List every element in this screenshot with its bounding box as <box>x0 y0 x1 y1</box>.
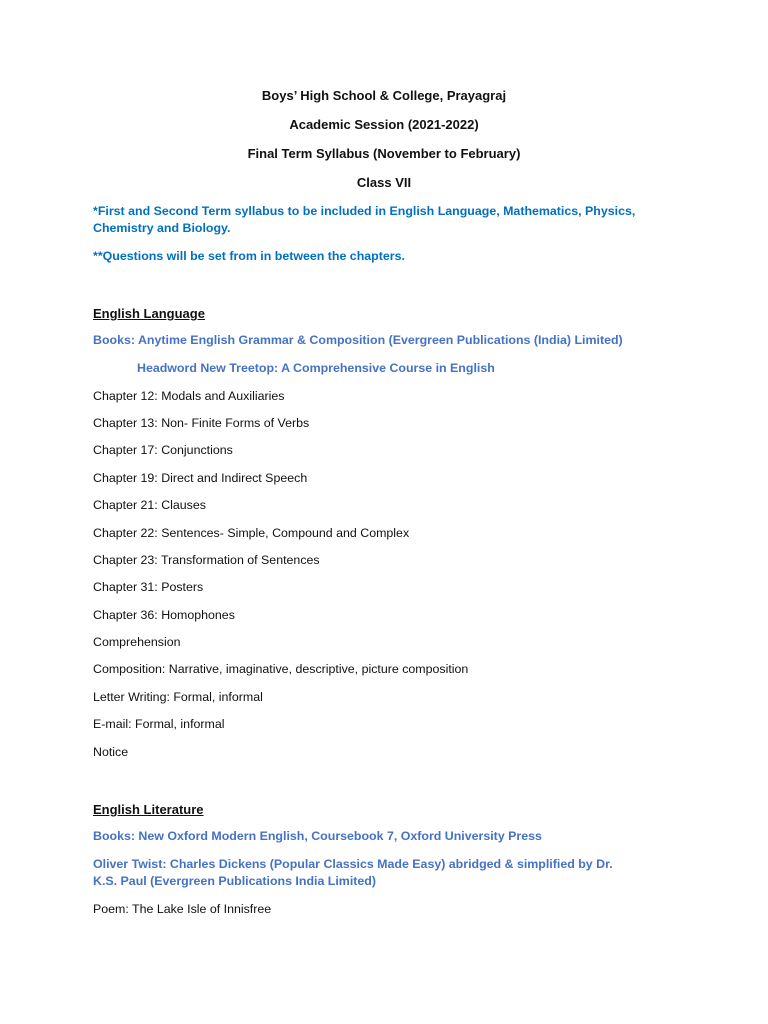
chapter-item: Chapter 36: Homophones <box>93 608 235 622</box>
english-language-heading: English Language <box>93 306 205 321</box>
syllabus-title: Final Term Syllabus (November to February) <box>247 146 521 161</box>
syllabus-item: Notice <box>93 745 129 759</box>
chapter-item: Chapter 31: Posters <box>93 580 204 594</box>
english-language-book-2: Headword New Treetop: A Comprehensive Course in English <box>137 361 495 375</box>
syllabus-note-2: **Questions will be set from in between the chapters. <box>93 249 405 263</box>
syllabus-item: Comprehension <box>93 635 181 649</box>
english-literature-book-1: Books: New Oxford Modern English, Coursebook 7, Oxford University Press <box>93 829 542 843</box>
chapter-item: Chapter 21: Clauses <box>93 498 206 512</box>
english-literature-book-2: Oliver Twist: Charles Dickens (Popular Classics Made Easy) abridged & simplified by Dr. K.S. Paul (Evergreen Publications India Limited) <box>93 857 613 888</box>
chapter-item: Chapter 23: Transformation of Sentences <box>93 553 320 567</box>
academic-session: Academic Session (2021-2022) <box>289 117 479 132</box>
english-literature-heading: English Literature <box>93 802 204 817</box>
school-name: Boys’ High School & College, Prayagraj <box>261 88 507 103</box>
syllabus-item: Letter Writing: Formal, informal <box>93 690 263 704</box>
chapter-item: Chapter 13: Non- Finite Forms of Verbs <box>93 416 310 430</box>
syllabus-item: Composition: Narrative, imaginative, descriptive, picture composition <box>93 662 469 676</box>
syllabus-item: E-mail: Formal, informal <box>93 717 225 731</box>
syllabus-note-1: *First and Second Term syllabus to be included in English Language, Mathematics, Physics, Chemistry and Biology. <box>93 204 636 235</box>
english-literature-poem: Poem: The Lake Isle of Innisfree <box>93 902 272 916</box>
class-title: Class VII <box>356 175 412 190</box>
english-language-book-1: Books: Anytime English Grammar & Composition (Evergreen Publications (India) Limited) <box>93 333 623 347</box>
chapter-item: Chapter 22: Sentences- Simple, Compound and Complex <box>93 526 410 540</box>
chapter-item: Chapter 19: Direct and Indirect Speech <box>93 471 308 485</box>
chapter-item: Chapter 12: Modals and Auxiliaries <box>93 389 285 403</box>
chapter-item: Chapter 17: Conjunctions <box>93 443 233 457</box>
